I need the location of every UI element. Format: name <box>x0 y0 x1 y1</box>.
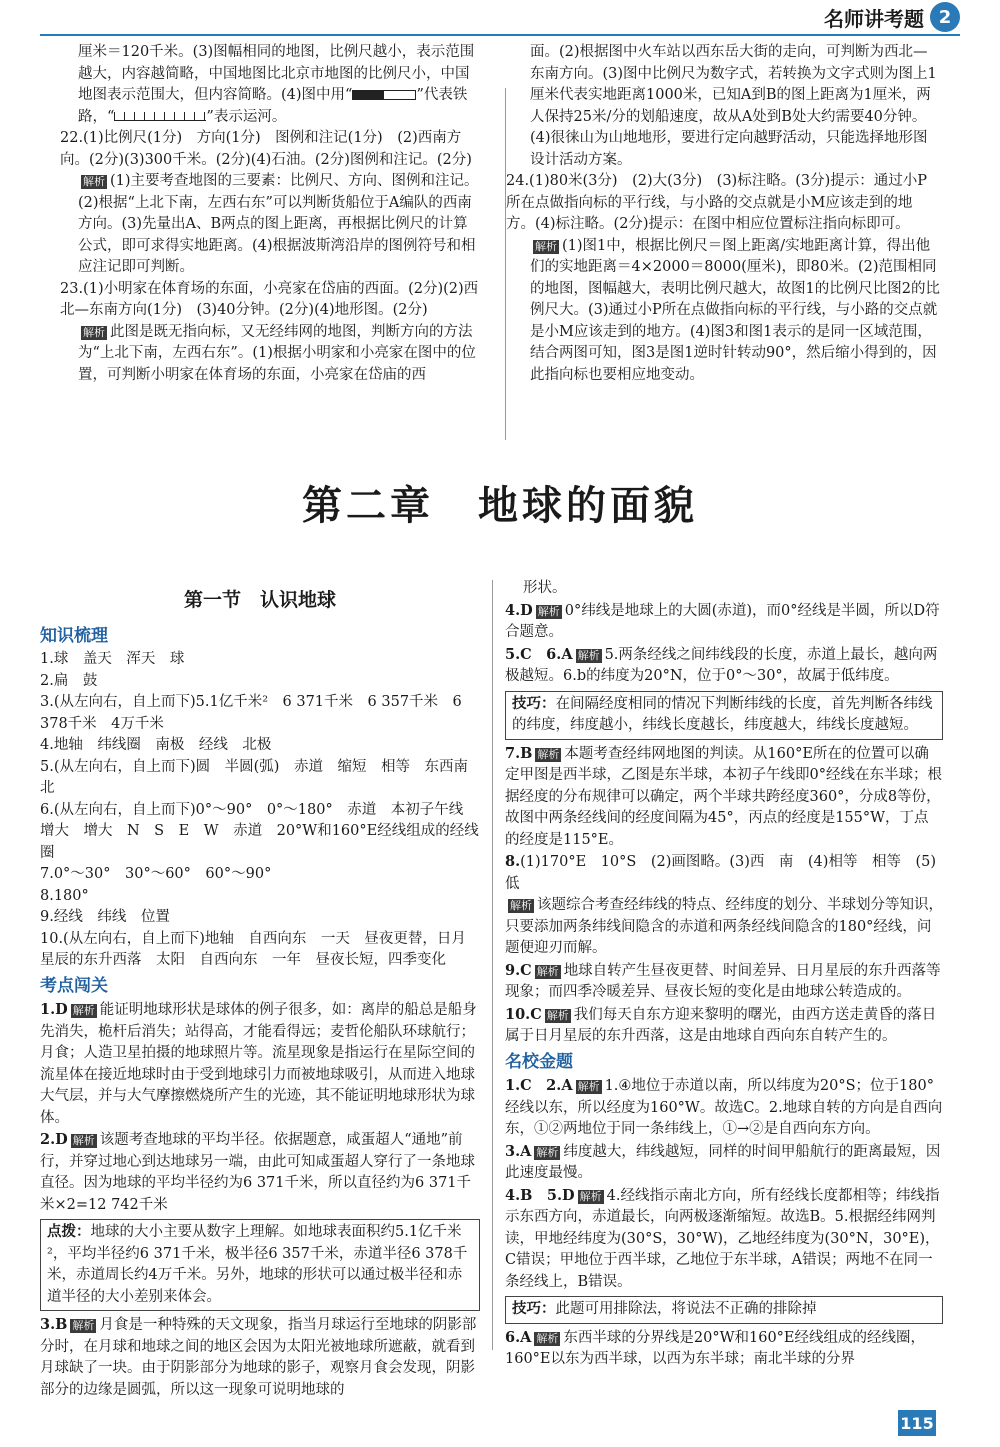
analysis-tag: 解析 <box>546 1008 569 1022</box>
analysis-22: 解析 (1)主要考查地图的三要素：比例尺、方向、图例和注记。(2)根据“上北下南，左西右东”可以判断货船位于A编队的西南方向。(3)先量出A、B两点的图上距离，再根据比例尺的计算公式，即可求得实地距离。(4)根据波斯湾沿岸的图例符号和相应注记即可判断。 <box>78 173 479 275</box>
list-item: 1.球 盖天 浑天 球 <box>40 651 185 667</box>
list-item: 7.0°～30° 30°～60° 60°～90° <box>40 866 272 882</box>
answer-text: 形状。 <box>523 580 567 596</box>
question-item: 9.C 解析 地球自转产生昼夜更替、时间差异、日月星辰的东升西落等现象；而四季冷暖差异、昼夜长短的变化是由地球公转造成的。 <box>505 961 941 1000</box>
analysis-tag: 解析 <box>577 1080 600 1093</box>
answer-22: 22.(1)比例尺(1分) 方向(1分) 图例和注记(1分) (2)西南方向。(2分)(3)300千米。(2分)(4)石油。(2分)图例和注记。(2分) <box>60 130 472 168</box>
page-header <box>824 0 960 34</box>
analysis-tag: 解析 <box>83 175 105 188</box>
analysis-tag: 解析 <box>537 747 560 761</box>
question-item: 3.B 解析 月食是一种特殊的天文现象，指当月球运行至地球的阴影部分时，在月球和地球之间的地区会因为太阳光被地球所遮蔽，就看到月球缺了一块。由于阴影部分为地球的影子，观察月食会发现，阴影部分的边缘是圆弧，所以这一现象可说明地球的 <box>40 1316 477 1398</box>
analysis-tag: 解析 <box>535 239 557 253</box>
question-item: 1.D 解析 能证明地球形状是球体的例子很多，如：离岸的船总是船身先消失，桅杆后消失；站得高，才能看得远；麦哲伦船队环球航行；月食；人造卫星拍摄的地球照片等。流星现象是指运行在星际空间的流星体在接近地球时由于受到地球引力而被地球吸引，从而进入地球大气层，并与大气摩擦燃烧所产生的光迹，其不能证明地球形状为球体。 <box>40 1001 477 1126</box>
question-item: 7.B 解析 本题考查经纬网地图的判读。从160°E所在的位置可以确定甲图是西半球，乙图是东半球，本初子午线即0°经线在东半球；根据经度的分布规律可以确定，两个半球共跨经度360°，分成8等份，故图中两条经线间的经度间隔为45°，丙点的经度是155°W，丁点的经度是115°E。 <box>505 744 942 848</box>
list-item: 3.(从左向右，自上而下)5.1亿千米² 6 371千米 6 357千米 6 378千米 4万千米 <box>40 694 462 732</box>
column-divider <box>492 580 493 1350</box>
list-item: 4.地轴 纬线圈 南极 经线 北极 <box>40 737 272 753</box>
header-rule <box>40 34 960 36</box>
analysis-tag: 解析 <box>577 648 600 662</box>
analysis-24: 解析 (1)图1中，根据比例尺＝图上距离/实地距离计算，得出他们的实地距离＝4×2000＝8000(厘米)，即80米。(2)范围相同的地图，图幅越大，表明比例尺越大，故图1的比例尺比图2的比例尺大。(3)通过小P所在点做指向标的平行线，与小路的交点就是小M应该走到的地方。(4)图3和图1表示的是同一区域范围，结合两图可知，图3是图1逆时针转动90°，然后缩小得到的，因此指向标也要相应地变动。 <box>530 237 940 383</box>
analysis-tag: 解析 <box>579 1189 602 1203</box>
chapter-title: 第二章 地球的面貌 <box>302 483 698 529</box>
analysis-tag: 解析 <box>72 1319 95 1332</box>
question-item: 5.C 6.A 解析 5.两条经线之间纬线段的长度，赤道上最长，越向两极越短。6.b的纬度为20°N，位于0°～30°，故属于低纬度。 <box>505 645 938 684</box>
list-item: 2.扁 鼓 <box>40 672 98 689</box>
analysis-tag: 解析 <box>72 1134 95 1147</box>
answer-24: 24.(1)80米(3分) (2)大(3分) (3)标注略。(3分)提示：通过小P所在点做指向标的平行线，与小路的交点就是小M应该走到的地方。(4)标注略。(2分)提示：在图中相应位置标注指向标即可。 <box>506 173 928 232</box>
tip-box: 点拨：地球的大小主要从数字上理解。如地球表面积约5.1亿千米²，平均半径约6 371千米，极半径6 357千米，赤道半径6 378千米，赤道周长约4万千米。另外，地球的形状可以通过极半径和赤道半径的大小差别来体会。 <box>40 1219 480 1311</box>
analysis-tag: 解析 <box>72 1004 95 1017</box>
tip-box: 技巧：在间隔经度相同的情况下判断纬线的长度，首先判断各纬线的纬度，纬度越小，纬线长度越长，纬度越大，纬线长度越短。 <box>505 691 943 740</box>
series-logo-icon: 2 <box>930 2 960 32</box>
list-item: 8.180° <box>40 887 89 904</box>
list-item: 6.(从左向右，自上而下)0°～90° 0°～180° 赤道 本初子午线 增大 增大 N S E W 赤道 20°W和160°E经线组成的经线圈 <box>40 801 479 861</box>
analysis-tag: 解析 <box>537 604 560 618</box>
answer-text: 厘米＝120千米。(3)图幅相同的地图，比例尺越小，表示范围越大，内容越简略，中国地图比北京市地图的比例尺小，中国地图表示范围大，但内容简略。(4)图中用“ ”代表铁路，“ ”表示运河。 <box>78 44 475 125</box>
answer-column-1 <box>60 42 480 386</box>
analysis-tag: 解析 <box>510 899 532 912</box>
list-item: 9.经线 纬线 位置 <box>40 909 170 925</box>
answer-column-2 <box>506 42 940 386</box>
analysis-tag: 解析 <box>536 1331 559 1345</box>
question-item: 4.B 5.D 解析 4.经线指示南北方向，所有经线长度都相等；纬线指示东西方向，赤道最长，向两极逐渐缩短。故选B。5.根据经纬网判读，甲地经纬度为(30°S，30°W)，乙地经纬度为(30°N，30°E)，C错误；甲地位于西半球，乙地位于东半球，A错误；两地不在同一条经线上，B错误。 <box>505 1186 940 1290</box>
tip-box: 技巧：此题可用排除法，将说法不正确的排除掉 <box>505 1296 943 1324</box>
answer-column-4 <box>505 578 943 1371</box>
column-divider <box>505 88 506 440</box>
canal-symbol <box>114 112 206 121</box>
question-item: 6.A 解析 东西半球的分界线是20°W和160°E经线组成的经线圈，160°E以东为西半球，以西为东半球；南北半球的分界 <box>505 1328 926 1367</box>
question-item: 10.C 解析 我们每天自东方迎来黎明的曙光，由西方送走黄昏的落日属于日月星辰的东升西落，这是由地球自西向东自转产生的。 <box>505 1005 937 1044</box>
analysis-tag: 解析 <box>83 325 105 339</box>
question-item: 3.A 解析 纬度越大，纬线越短，同样的时间甲船航行的距离最短，因此速度最慢。 <box>505 1142 941 1181</box>
question-item: 8.(1)170°E 10°S (2)画图略。(3)西 南 (4)相等 相等 (5)低 <box>505 853 936 892</box>
question-item: 1.C 2.A 解析 1.④地位于赤道以南，所以纬度为20°S；位于180°经线以东，所以经度为160°W。故选C。2.地球自转的方向是自西向东，①②两地位于同一条纬线上，①→②是自西向东方向。 <box>505 1077 943 1137</box>
analysis-tag: 解析 <box>536 964 559 978</box>
list-item: 5.(从左向右，自上而下)圆 半圆(弧) 赤道 缩短 相等 东西南北 <box>40 758 468 796</box>
analysis-tag: 解析 <box>536 1145 559 1159</box>
question-item: 4.D 解析 0°纬线是地球上的大圆(赤道)，而0°经线是半圆，所以D符合题意。 <box>505 601 940 640</box>
railway-symbol <box>352 90 416 100</box>
section-title: 第一节 认识地球 <box>183 589 336 611</box>
analysis-23: 解析 此图是既无指向标，又无经纬网的地图，判断方向的方法为“上北下南，左西右东”。(1)根据小明家和小亮家在图中的位置，可判断小明家在体育场的东面，小亮家在岱庙的西 <box>78 323 476 383</box>
answer-23: 23.(1)小明家在体育场的东面，小亮家在岱庙的西面。(2分)(2)西北—东南方向(1分) (3)40分钟。(2分)(4)地形图。(2分) <box>60 280 479 318</box>
answer-column-3 <box>40 578 480 1401</box>
subheading-checkpoint: 考点闯关 <box>40 975 108 996</box>
subheading-school-questions: 名校金题 <box>505 1051 573 1072</box>
list-item: 10.(从左向右，自上而下)地轴 自西向东 一天 昼夜更替，日月星辰的东升西落 太阳 自西向东 一年 昼夜长短，四季变化 <box>40 930 466 968</box>
question-item: 2.D 解析 该题考查地球的平均半径。依据题意，咸蛋超人“通地”前行，并穿过地心到达地球另一端，由此可知咸蛋超人穿行了一条地球直径。因为地球的平均半径约为6 371千米，所以直径约为6 371千米×2=12 742千米 <box>40 1131 475 1213</box>
answer-text: 面。(2)根据图中火车站以西东岳大街的走向，可判断为西北—东南方向。(3)图中比例尺为数字式，若转换为文字式则为图上1厘米代表实地距离1000米，已知A到B的图上距离为1厘米，两人保持25米/分的划船速度，故从A处到B处大约需要40分钟。(4)很徕山为山地地形，要进行定向越野活动，只能选择地形图设计活动方案。 <box>530 44 937 168</box>
question-item: 解析 该题综合考查经纬线的特点、经纬度的划分、半球划分等知识，只要添加两条纬线间隐含的赤道和两条经线间隐含的180°经线，问题便迎刃而解。 <box>505 897 943 956</box>
subheading-knowledge: 知识梳理 <box>40 625 108 646</box>
page-number: 115 <box>898 1410 936 1436</box>
header-title: 名师讲考题 <box>824 6 924 31</box>
